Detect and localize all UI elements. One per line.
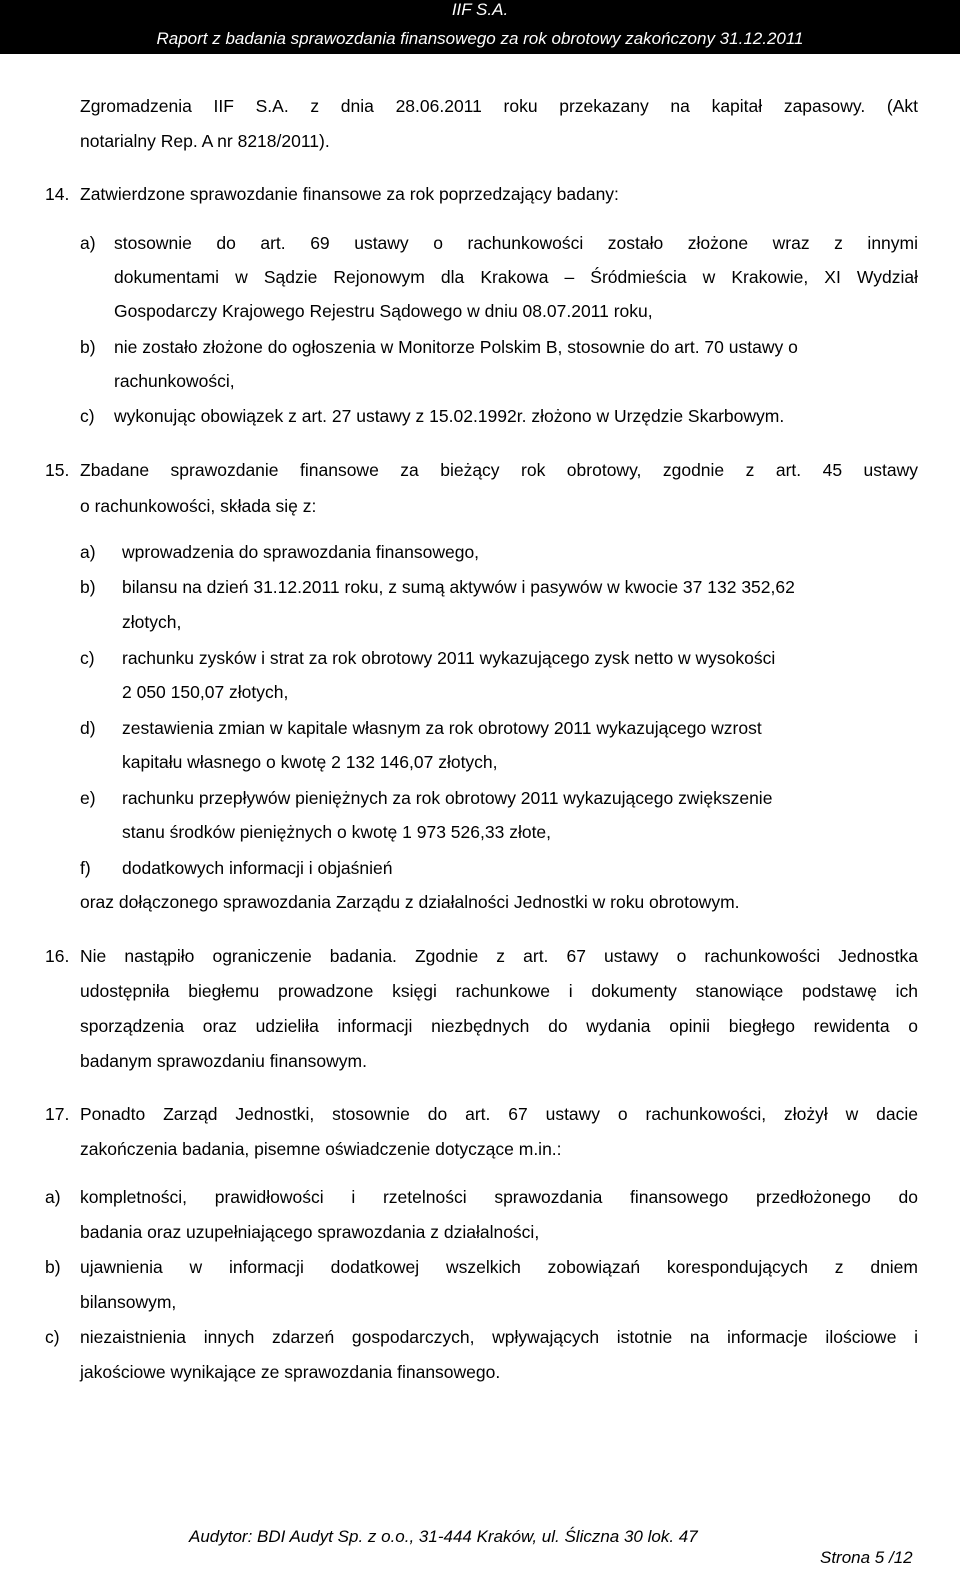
section-15-item-b-letter: b) xyxy=(80,577,96,597)
section-15-item-f-letter: f) xyxy=(80,858,91,878)
section-15-item-e-letter: e) xyxy=(80,788,96,808)
section-15-item-f-line-1: dodatkowych informacji i objaśnień xyxy=(122,858,393,878)
section-17-item-c-letter: c) xyxy=(45,1327,60,1347)
section-16-line-2: udostępniła biegłemu prowadzone księgi rachunkowe i dokumenty stanowiące podstawę ich xyxy=(80,981,918,1001)
section-15-item-a-letter: a) xyxy=(80,542,96,562)
section-17-item-a-letter: a) xyxy=(45,1187,61,1207)
section-15-item-b-line-2: złotych, xyxy=(122,612,182,632)
section-15-item-e-line-2: stanu środków pieniężnych o kwotę 1 973 526,33 złote, xyxy=(122,822,552,842)
section-14-item-b-line-2: rachunkowości, xyxy=(114,371,235,391)
section-15-item-d-line-2: kapitału własnego o kwotę 2 132 146,07 złotych, xyxy=(122,752,498,772)
section-14-item-a-line-1: stosownie do art. 69 ustawy o rachunkowości zostało złożone wraz z innymi xyxy=(114,233,918,253)
section-15-line-2: o rachunkowości, składa się z: xyxy=(80,496,317,516)
section-15-item-a-line-1: wprowadzenia do sprawozdania finansowego, xyxy=(122,542,480,562)
section-15-item-d-letter: d) xyxy=(80,718,96,738)
section-15-item-c-line-1: rachunku zysków i strat za rok obrotowy 2011 wykazującego zysk netto w wysokości xyxy=(122,648,776,668)
section-14-text: Zatwierdzone sprawozdanie finansowe za rok poprzedzający badany: xyxy=(80,184,619,204)
section-17-item-c-line-2: jakościowe wynikające ze sprawozdania finansowego. xyxy=(80,1362,501,1382)
section-15-item-d-line-1: zestawienia zmian w kapitale własnym za rok obrotowy 2011 wykazującego wzrost xyxy=(122,718,762,738)
section-17-line-1: Ponadto Zarząd Jednostki, stosownie do art. 67 ustawy o rachunkowości, złożył w dacie xyxy=(80,1104,918,1124)
footer-auditor: Audytor: BDI Audyt Sp. z o.o., 31-444 Kraków, ul. Śliczna 30 lok. 47 xyxy=(189,1527,698,1546)
section-16-line-4: badanym sprawozdaniu finansowym. xyxy=(80,1051,367,1071)
section-14-item-a-letter: a) xyxy=(80,233,96,253)
section-17-item-a-line-1: kompletności, prawidłowości i rzetelności sprawozdania finansowego przedłożonego do xyxy=(80,1187,918,1207)
section-17-line-2: zakończenia badania, pisemne oświadczenie dotyczące m.in.: xyxy=(80,1139,562,1159)
intro-line-2: notarialny Rep. A nr 8218/2011). xyxy=(80,131,330,151)
section-16-line-1: Nie nastąpiło ograniczenie badania. Zgodnie z art. 67 ustawy o rachunkowości Jednostka xyxy=(80,946,918,966)
section-15-item-b-line-1: bilansu na dzień 31.12.2011 roku, z sumą aktywów i pasywów w kwocie 37 132 352,62 xyxy=(122,577,795,597)
section-15-item-c-line-2: 2 050 150,07 złotych, xyxy=(122,682,289,702)
section-17-item-b-line-1: ujawnienia w informacji dodatkowej wszelkich zobowiązań korespondujących z dniem xyxy=(80,1257,918,1277)
page-header xyxy=(0,0,960,54)
intro-line-1: Zgromadzenia IIF S.A. z dnia 28.06.2011 roku przekazany na kapitał zapasowy. (Akt xyxy=(80,96,918,116)
header-company: IIF S.A. xyxy=(451,0,509,19)
section-15-line-1: Zbadane sprawozdanie finansowe za bieżący rok obrotowy, zgodnie z art. 45 ustawy xyxy=(80,460,918,480)
section-17-item-a-line-2: badania oraz uzupełniającego sprawozdania z działalności, xyxy=(80,1222,540,1242)
section-15-number: 15. xyxy=(45,460,70,480)
section-15-closing: oraz dołączonego sprawozdania Zarządu z działalności Jednostki w roku obrotowym. xyxy=(80,892,740,912)
section-17-item-b-letter: b) xyxy=(45,1257,61,1277)
section-14-item-c-letter: c) xyxy=(80,406,95,426)
header-report-title: Raport z badania sprawozdania finansowego za rok obrotowy zakończony 31.12.2011 xyxy=(156,29,804,48)
section-14-number: 14. xyxy=(45,184,70,204)
section-15-item-e-line-1: rachunku przepływów pieniężnych za rok obrotowy 2011 wykazującego zwiększenie xyxy=(122,788,773,808)
section-14-item-b-line-1: nie zostało złożone do ogłoszenia w Monitorze Polskim B, stosownie do art. 70 ustawy o xyxy=(114,337,798,357)
section-17-item-b-line-2: bilansowym, xyxy=(80,1292,177,1312)
section-14-item-c-line-1: wykonując obowiązek z art. 27 ustawy z 15.02.1992r. złożono w Urzędzie Skarbowym. xyxy=(114,406,785,426)
section-16-number: 16. xyxy=(45,946,70,966)
section-14-item-a-line-2: dokumentami w Sądzie Rejonowym dla Krakowa – Śródmieścia w Krakowie, XI Wydział xyxy=(114,267,918,287)
section-17-item-c-line-1: niezaistnienia innych zdarzeń gospodarczych, wpływających istotnie na informacje ilościowe i xyxy=(80,1327,918,1347)
section-14-item-a-line-3: Gospodarczy Krajowego Rejestru Sądowego w dniu 08.07.2011 roku, xyxy=(114,301,653,321)
section-14-item-b-letter: b) xyxy=(80,337,96,357)
section-17-number: 17. xyxy=(45,1104,70,1124)
footer-page-number: Strona 5 /12 xyxy=(820,1548,913,1567)
section-15-item-c-letter: c) xyxy=(80,648,95,668)
section-16-line-3: sporządzenia oraz udzieliła informacji niezbędnych do wydania opinii biegłego rewidenta o xyxy=(80,1016,918,1036)
